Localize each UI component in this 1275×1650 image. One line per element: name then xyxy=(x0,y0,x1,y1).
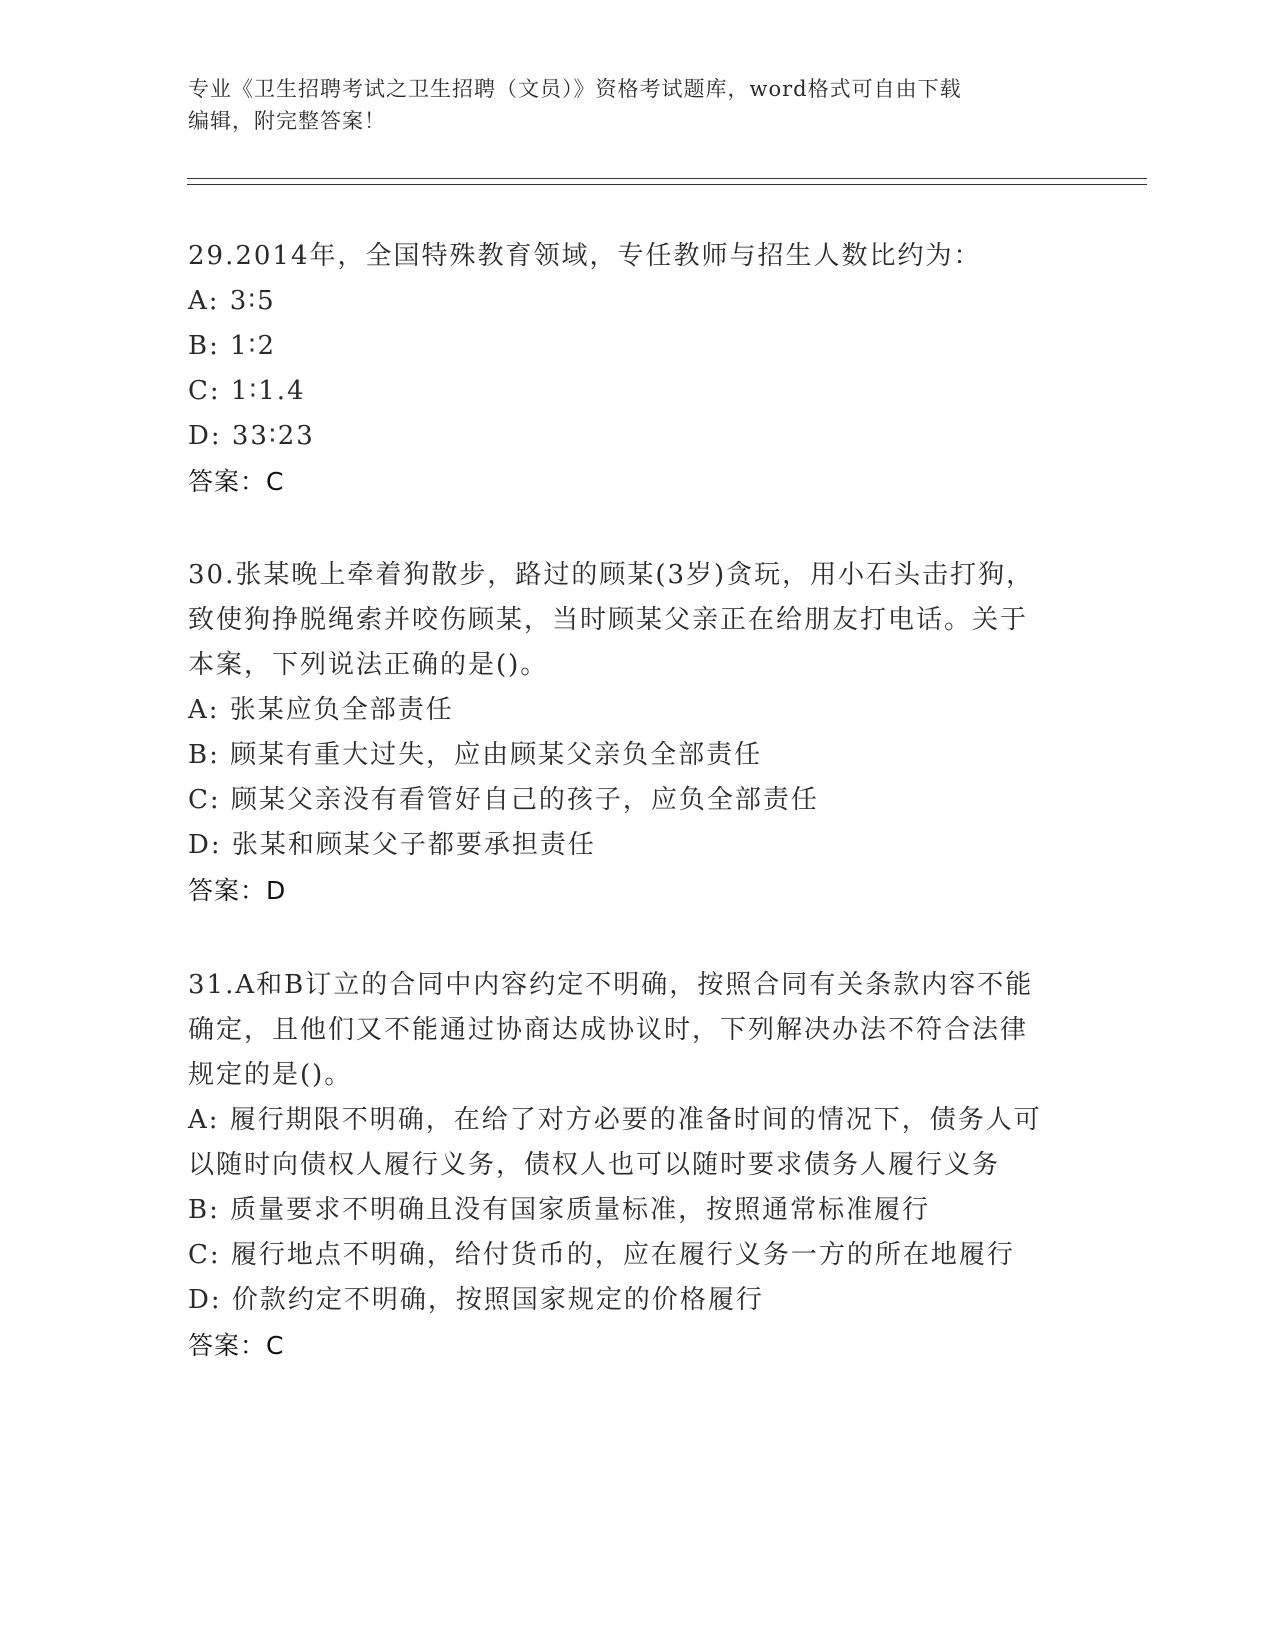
option-a: A: 履行期限不明确，在给了对方必要的准备时间的情况下，债务人可 xyxy=(188,1105,1042,1135)
answer: 答案：C xyxy=(188,1331,285,1360)
option-a: A: 3∶5 xyxy=(188,286,276,316)
option-c: C: 履行地点不明确，给付货币的，应在履行义务一方的所在地履行 xyxy=(188,1240,1015,1270)
question-stem: 确定，且他们又不能通过协商达成协议时，下列解决办法不符合法律 xyxy=(188,1015,1029,1045)
header-line: 编辑，附完整答案！ xyxy=(188,109,386,133)
option-d: D: 张某和顾某父子都要承担责任 xyxy=(188,830,596,860)
header-line: 专业《卫生招聘考试之卫生招聘（文员）》资格考试题库，word格式可自由下载 xyxy=(188,77,962,101)
question-stem: 致使狗挣脱绳索并咬伤顾某，当时顾某父亲正在给朋友打电话。关于 xyxy=(188,605,1029,635)
option-b: B: 1∶2 xyxy=(188,331,276,361)
option-c: C: 顾某父亲没有看管好自己的孩子，应负全部责任 xyxy=(188,785,819,815)
option-d: D: 33∶23 xyxy=(188,421,315,451)
question-stem: 31.A和B订立的合同中内容约定不明确，按照合同有关条款内容不能 xyxy=(188,970,1034,1000)
question-30 xyxy=(188,553,1088,913)
question-stem: 本案，下列说法正确的是()。 xyxy=(188,650,549,680)
document-header xyxy=(188,73,1088,137)
option-b: B: 顾某有重大过失，应由顾某父亲负全部责任 xyxy=(188,740,763,770)
option-d: D: 价款约定不明确，按照国家规定的价格履行 xyxy=(188,1285,764,1315)
option-a-continued: 以随时向债权人履行义务，债权人也可以随时要求债务人履行义务 xyxy=(188,1150,1001,1180)
question-29 xyxy=(188,234,1088,504)
question-stem: 规定的是()。 xyxy=(188,1060,353,1090)
answer: 答案：D xyxy=(188,876,287,905)
question-stem: 29.2014年，全国特殊教育领域，专任教师与招生人数比约为： xyxy=(188,241,982,271)
option-c: C: 1∶1.4 xyxy=(188,376,306,406)
question-stem: 30.张某晚上牵着狗散步，路过的顾某(3岁)贪玩，用小石头击打狗， xyxy=(188,560,1035,590)
answer: 答案：C xyxy=(188,467,285,496)
header-divider xyxy=(187,178,1147,185)
option-a: A: 张某应负全部责任 xyxy=(188,695,454,725)
option-b: B: 质量要求不明确且没有国家质量标准，按照通常标准履行 xyxy=(188,1195,931,1225)
question-31 xyxy=(188,963,1088,1368)
